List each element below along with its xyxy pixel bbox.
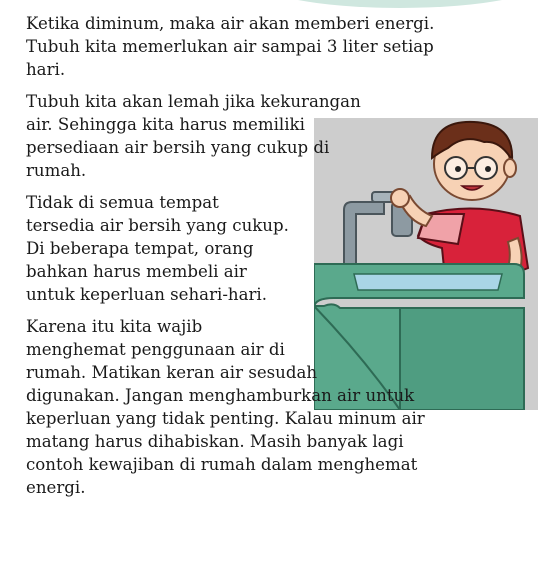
text-line: energi. xyxy=(26,478,86,497)
text-line: rumah. xyxy=(26,161,87,180)
paragraph-2 xyxy=(26,90,526,182)
paragraph-4 xyxy=(26,315,526,499)
text-line: keperluan yang tidak penting. Kalau minum air xyxy=(26,409,425,428)
text-line: Di beberapa tempat, orang xyxy=(26,239,254,258)
body-text xyxy=(26,12,526,508)
text-line: persediaan air bersih yang cukup di xyxy=(26,138,330,157)
text-line: matang harus dihabiskan. Masih banyak lagi xyxy=(26,432,404,451)
text-line: air. Sehingga kita harus memiliki xyxy=(26,115,305,134)
text-line: Ketika diminum, maka air akan memberi energi. xyxy=(26,14,435,33)
paragraph-1 xyxy=(26,12,526,81)
text-line: hari. xyxy=(26,60,66,79)
text-line: untuk keperluan sehari-hari. xyxy=(26,285,268,304)
text-line: Tidak di semua tempat xyxy=(26,193,219,212)
text-line: Tubuh kita akan lemah jika kekurangan xyxy=(26,92,361,111)
text-line: Tubuh kita memerlukan air sampai 3 liter setiap xyxy=(26,37,434,56)
decorative-arc xyxy=(250,0,550,8)
text-line: contoh kewajiban di rumah dalam menghemat xyxy=(26,455,418,474)
text-line: tersedia air bersih yang cukup. xyxy=(26,216,289,235)
text-line: bahkan harus membeli air xyxy=(26,262,247,281)
text-line: Karena itu kita wajib xyxy=(26,317,203,336)
paragraph-3 xyxy=(26,191,526,306)
text-line: menghemat penggunaan air di xyxy=(26,340,285,359)
text-line: rumah. Matikan keran air sesudah xyxy=(26,363,318,382)
text-line: digunakan. Jangan menghamburkan air untuk xyxy=(26,386,415,405)
